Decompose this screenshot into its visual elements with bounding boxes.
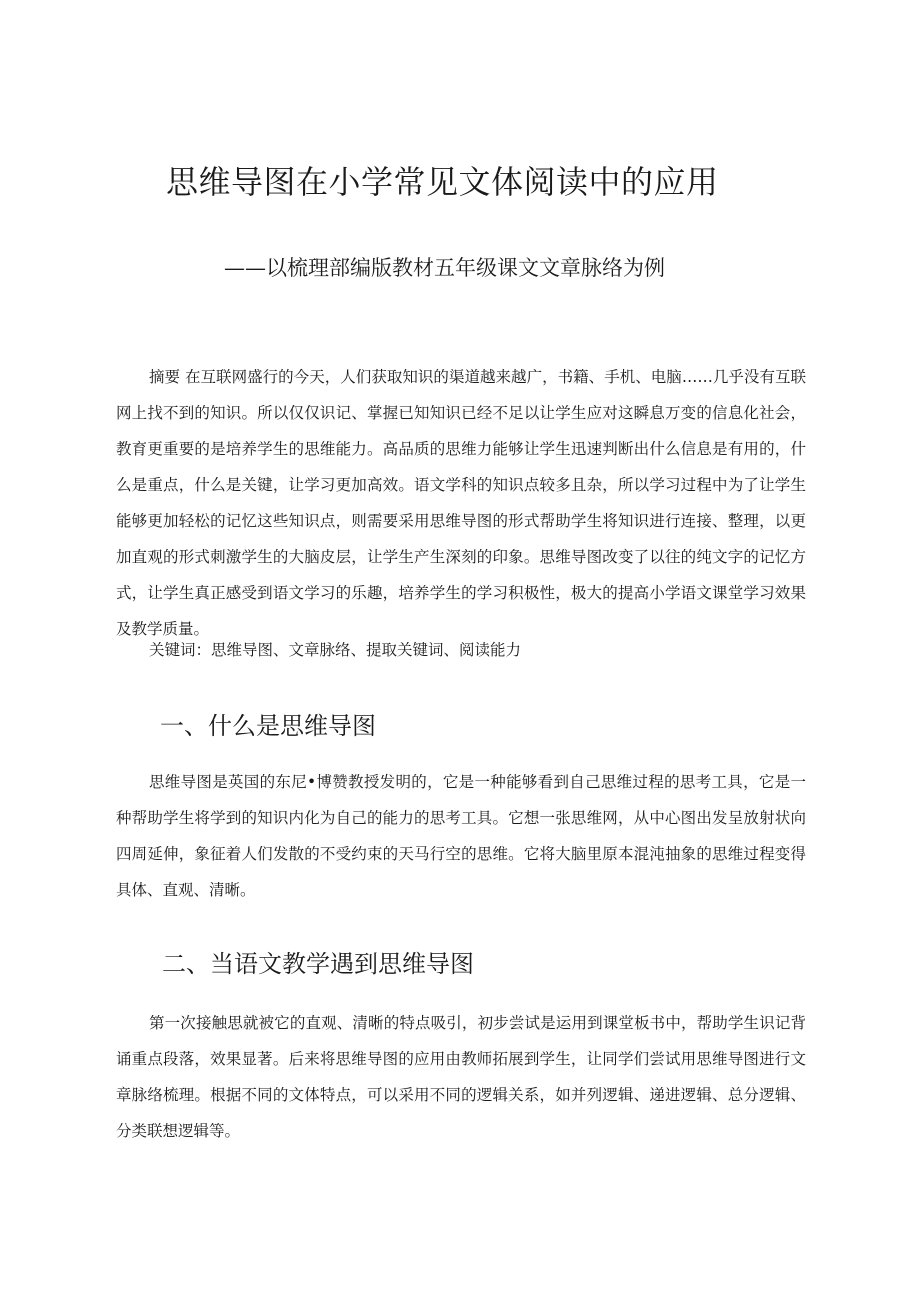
section-1-heading: 一、什么是思维导图 [160,712,376,740]
section-2-heading: 二、当语文教学遇到思维导图 [162,950,474,978]
document-subtitle: ——以梳理部编版教材五年级课文文章脉络为例 [224,256,665,280]
section-1-paragraph: 思维导图是英国的东尼•博赞教授发明的，它是一种能够看到自己思维过程的思考工具，它是一种帮助学生将学到的知识内化为自己的能力的思考工具。它想一张思维网，从中心图出发呈放射状向四周延伸，象征着人们发散的不受约束的天马行空的思维。它将大脑里原本混沌抽象的思维过程变得具体、直观、清晰。 [116,773,806,899]
keywords-line: 关键词：思维导图、文章脉络、提取关键词、阅读能力 [149,641,522,659]
document-title: 思维导图在小学常见文体阅读中的应用 [166,163,719,201]
section-2-paragraph: 第一次接触思就被它的直观、清晰的特点吸引，初步尝试是运用到课堂板书中，帮助学生识记背诵重点段落，效果显著。后来将思维导图的应用由教师拓展到学生，让同学们尝试用思维导图进行文章脉络梳理。根据不同的文体特点，可以采用不同的逻辑关系，如并列逻辑、递进逻辑、总分逻辑、分类联想逻辑等。 [116,1014,806,1140]
abstract-paragraph: 摘要 在互联网盛行的今天，人们获取知识的渠道越来越广，书籍、手机、电脑……几乎没有互联网上找不到的知识。所以仅仅识记、掌握已知知识已经不足以让学生应对这瞬息万变的信息化社会，教育更重要的是培养学生的思维能力。高品质的思维力能够让学生迅速判断出什么信息是有用的，什么是重点，什么是关键，让学习更加高效。语文学科的知识点较多且杂，所以学习过程中为了让学生能够更加轻松的记忆这些知识点，则需要采用思维导图的形式帮助学生将知识进行连接、整理，以更加直观的形式刺激学生的大脑皮层，让学生产生深刻的印象。思维导图改变了以往的纯文字的记忆方式，让学生真正感受到语文学习的乐趣，培养学生的学习积极性，极大的提高小学语文课堂学习效果及教学质量。 [116,368,806,638]
